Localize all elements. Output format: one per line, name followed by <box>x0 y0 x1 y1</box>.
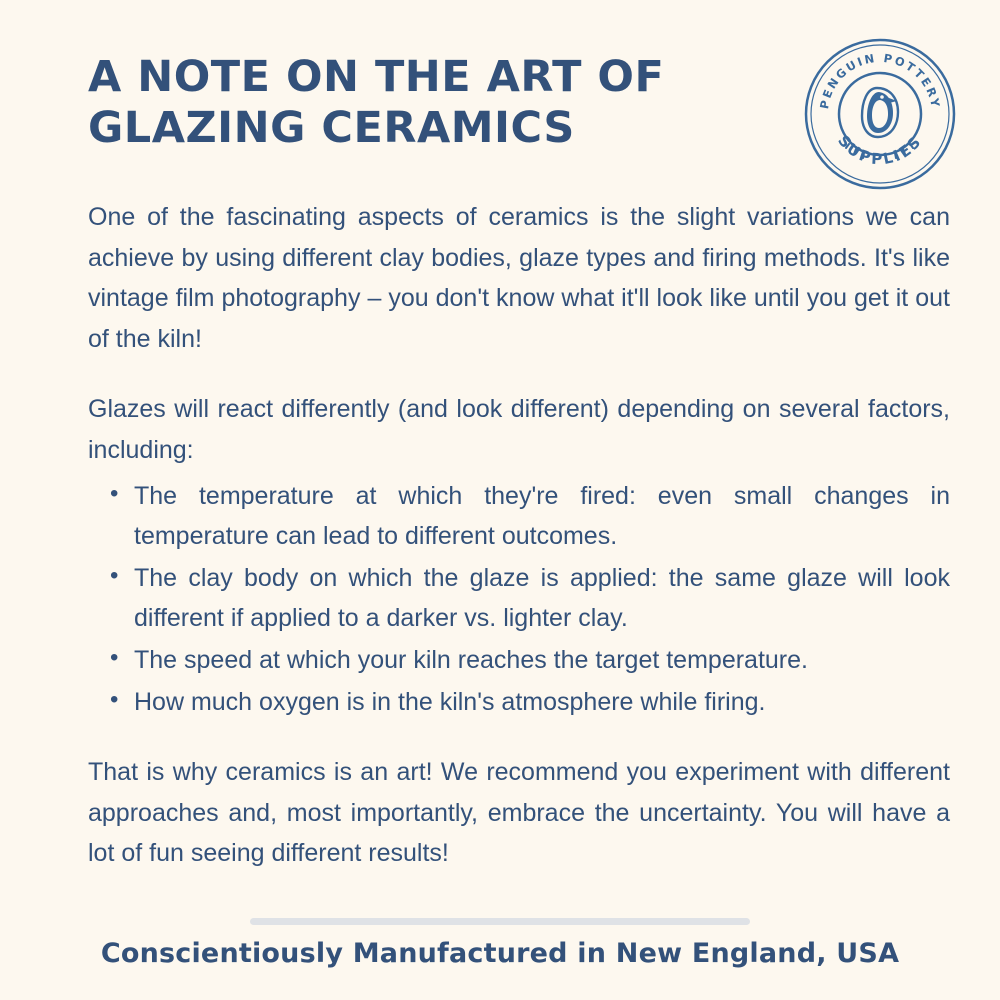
page-title <box>88 52 728 153</box>
page-title-line-1: A NOTE ON THE ART OF <box>88 52 665 102</box>
body-content <box>88 197 950 874</box>
closing-paragraph: That is why ceramics is an art! We recommend you experiment with different approaches and, most importantly, embrace the uncertainty. You will have a lot of fun seeing different results! <box>88 758 950 868</box>
footer-divider <box>250 918 750 925</box>
footer-tagline: Conscientiously Manufactured in New England, USA <box>100 938 900 969</box>
list-item: • How much oxygen is in the kiln's atmosphere while firing. <box>110 682 950 722</box>
list-item: • The clay body on which the glaze is applied: the same glaze will look different if applied to a darker vs. lighter clay. <box>110 558 950 638</box>
factors-lead-paragraph: Glazes will react differently (and look different) depending on several factors, including: <box>88 395 950 464</box>
penguin-pottery-supplies-logo-icon <box>802 36 958 192</box>
intro-paragraph: One of the fascinating aspects of ceramics is the slight variations we can achieve by using different clay bodies, glaze types and firing methods. It's like vintage film photography – you don't know what it'll look like until you get it out of the kiln! <box>88 203 950 353</box>
list-item: • The temperature at which they're fired: even small changes in temperature can lead to different outcomes. <box>110 476 950 556</box>
svg-text:SUPPLIES: SUPPLIES <box>834 131 926 169</box>
svg-text:PENGUIN POTTERY: PENGUIN POTTERY <box>817 50 943 111</box>
list-item: • The speed at which your kiln reaches the target temperature. <box>110 640 950 680</box>
factors-list <box>88 476 950 722</box>
page-title-line-2: GLAZING CERAMICS <box>88 102 575 153</box>
